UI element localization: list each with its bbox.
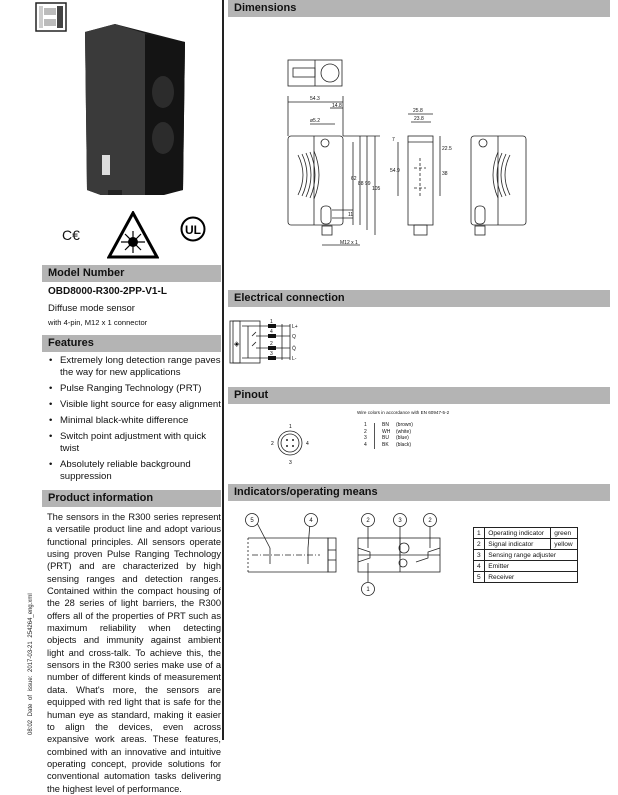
photoelectric-symbol: ◈ <box>234 341 240 348</box>
wire-color-table <box>364 422 413 448</box>
sensor-description: Diffuse mode sensor <box>48 303 135 314</box>
wire-code: BK <box>382 441 389 448</box>
wire-code: WH <box>382 428 391 435</box>
pin-number: 1 <box>289 424 292 430</box>
pin-number: 4 <box>270 329 273 335</box>
cell: Emitter <box>485 561 578 572</box>
pin-number: 3 <box>270 351 273 357</box>
cell: 2 <box>474 539 485 550</box>
feature-item: • Visible light source for easy alignment <box>46 399 222 411</box>
table-row <box>474 561 578 572</box>
wire-code: BN <box>382 422 389 428</box>
pin-number: 2 <box>271 441 274 447</box>
wire-color: (brown) <box>396 422 413 428</box>
column-divider <box>222 0 224 740</box>
cell: 5 <box>474 572 485 583</box>
svg-text:UL: UL <box>185 223 201 237</box>
cell: 3 <box>474 550 485 561</box>
cell: Signal indicator <box>485 539 551 550</box>
dim-label: 11 <box>348 212 354 218</box>
dim-label: 105 <box>372 186 381 192</box>
wire-color: (black) <box>396 441 412 448</box>
connector-pinout-drawing <box>265 420 325 470</box>
wire-pin: 1 <box>364 422 367 428</box>
ul-mark <box>180 216 206 242</box>
callout-sensing-range-adjuster: 3 <box>398 518 402 524</box>
wire-color: (blue) <box>396 435 409 441</box>
dim-label: M12 x 1 <box>340 240 358 246</box>
dim-label: ø5.2 <box>310 118 321 124</box>
features-header: Features <box>42 335 221 352</box>
dim-label: 54.9 <box>390 168 400 174</box>
diffuse-sensor-icon <box>35 2 67 32</box>
callout-signal-indicator: 2 <box>428 518 432 524</box>
feature-item: • Switch point adjustment with quick twist <box>46 431 222 455</box>
wire-color: (white) <box>396 428 412 435</box>
table-row <box>474 539 578 550</box>
product-photo <box>75 20 195 195</box>
pin-number: 4 <box>306 441 309 447</box>
model-number: OBD8000-R300-2PP-V1-L <box>48 286 167 297</box>
signal-label: Q <box>292 334 296 340</box>
features-list <box>46 355 222 487</box>
dimensions-drawing <box>280 50 540 260</box>
callout-emitter: 4 <box>309 518 313 524</box>
table-row <box>474 528 578 539</box>
dimensions-header: Dimensions <box>228 0 610 17</box>
cell: green <box>551 528 578 539</box>
electrical-connection-header: Electrical connection <box>228 290 610 307</box>
feature-item: • Pulse Ranging Technology (PRT) <box>46 383 222 395</box>
pin-number: 3 <box>289 460 292 466</box>
signal-label: Q̄ <box>292 346 296 352</box>
callout-receiver: 5 <box>250 518 254 524</box>
product-information-text: The sensors in the R300 series represent a versatile product line and adopt various functional principles. All sensors operate using proven Pulse Ranging Technology (PRT) and are characterized by high sensing ranges and detection ranges. Contained within the compact housing of the 28 series of light barriers, the R300 offers all of the properties of PRT such as maximum reliability when detecting objects and immunity against ambient light and cross-talk. To achieve this, the sensors in the R300 series make use of a number of different kinds of measurement data. What's more, the sensors are equipped with red light that is safe for the human eye as standard, making it easier to align the devices, even across expansive work areas. These features, combined with an innovative and intuitive operating concept, provide solutions for conventional automation tasks delivering the highest level of performance. <box>47 512 221 794</box>
pinout-header: Pinout <box>228 387 610 404</box>
cell: Sensing range adjuster <box>485 550 578 561</box>
callout-operating-indicator: 1 <box>366 587 370 593</box>
cell: Receiver <box>485 572 578 583</box>
cell: 1 <box>474 528 485 539</box>
feature-item: • Extremely long detection range paves the way for new applications <box>46 355 222 379</box>
document-issue-note: 08:02 Date of issue: 2017-03-21 254264_eng.xml <box>28 593 34 735</box>
dim-label: 22.5 <box>442 146 452 152</box>
cell: 4 <box>474 561 485 572</box>
dim-label: 25.8 <box>413 108 423 114</box>
pin-number: 2 <box>270 341 273 347</box>
dim-label: 38 <box>442 171 448 177</box>
wire-colors-note: Wire colors in accordance with EN 60947-5-2 <box>357 410 450 415</box>
product-information-header: Product information <box>42 490 221 507</box>
pin-number: 1 <box>270 319 273 325</box>
dim-label: 23.8 <box>414 116 424 122</box>
dim-label: 54.3 <box>310 96 320 102</box>
indicators-table <box>473 527 578 583</box>
cell: Operating indicator <box>485 528 551 539</box>
ce-mark: C€ <box>62 227 80 243</box>
dim-label: 7 <box>392 137 395 143</box>
signal-label: L+ <box>292 324 298 330</box>
dim-label: 14.8 <box>332 103 342 109</box>
cell: yellow <box>551 539 578 550</box>
table-row <box>474 550 578 561</box>
wire-pin: 3 <box>364 435 367 441</box>
signal-label: L- <box>292 356 297 362</box>
connector-description: with 4-pin, M12 x 1 connector <box>48 318 148 327</box>
feature-item: • Absolutely reliable background suppression <box>46 459 222 483</box>
model-number-header: Model Number <box>42 265 221 282</box>
indicators-header: Indicators/operating means <box>228 484 610 501</box>
wire-pin: 2 <box>364 428 367 435</box>
dim-label: 62 <box>351 176 357 182</box>
wire-code: BU <box>382 435 389 441</box>
laser-warning-icon <box>107 211 159 259</box>
dim-label: 99 <box>365 181 371 187</box>
feature-item: • Minimal black-white difference <box>46 415 222 427</box>
dim-label: 88 <box>358 181 364 187</box>
callout-signal-indicator: 2 <box>366 518 370 524</box>
indicators-drawing <box>240 508 445 600</box>
wiring-diagram <box>228 318 318 368</box>
wire-pin: 4 <box>364 441 367 448</box>
table-row <box>474 572 578 583</box>
